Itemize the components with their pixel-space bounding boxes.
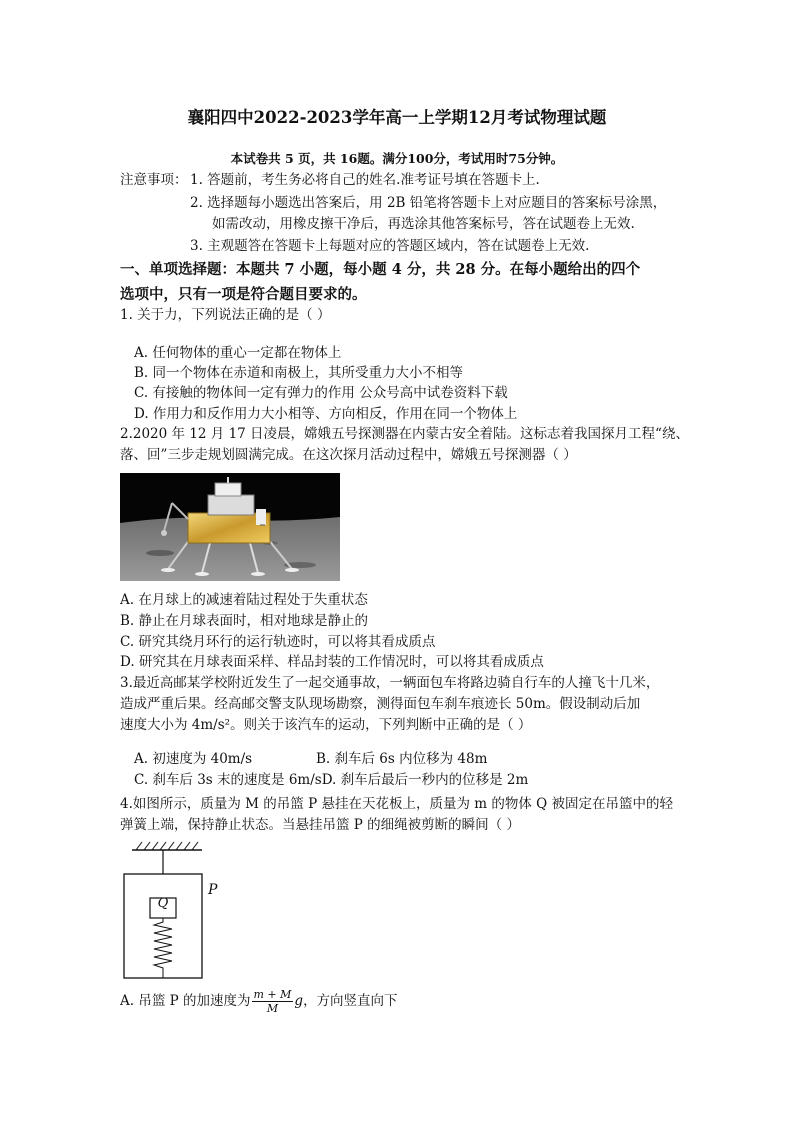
notice-item: 如需改动，用橡皮擦干净后，再选涂其他答案标号，答在试题卷上无效. [212, 216, 635, 232]
section-heading: 选项中，只有一项是符合题目要求的。 [120, 286, 367, 303]
q2-option-d: D. 研究其在月球表面采样、样品封装的工作情况时，可以将其看成质点 [120, 654, 544, 670]
question-2-stem: 2.2020 年 12 月 17 日凌晨，嫦娥五号探测器在内蒙古安全着陆。这标志着我国探月工程“绕、 [120, 426, 689, 442]
q4-option-a-text: A. 吊篮 P 的加速度为 [120, 993, 251, 1009]
question-3-stem: 造成严重后果。经高邮交警支队现场勘察，测得面包车刹车痕迹长 50m。假设制动后加 [120, 696, 641, 712]
q1-option-c: C. 有接触的物体间一定有弹力的作用 公众号高中试卷资料下载 [134, 385, 508, 401]
gravity-symbol: g [294, 993, 304, 1009]
exam-info: 本试卷共 5 页，共 16题。满分100分，考试用时75分钟。 [230, 151, 564, 166]
q3-option-b: B. 刹车后 6s 内位移为 48m [316, 751, 488, 767]
q2-option-a: A. 在月球上的减速着陆过程处于失重状态 [120, 592, 368, 608]
fraction-denominator: M [266, 1002, 279, 1015]
page-title: 襄阳四中2022-2023学年高一上学期12月考试物理试题 [187, 108, 607, 127]
q4-option-a [120, 983, 398, 1019]
change5-lander-photo [120, 473, 340, 581]
q1-option-d: D. 作用力和反作用力大小相等、方向相反，作用在同一个物体上 [134, 406, 518, 422]
label-p: P [208, 882, 218, 898]
q2-option-c: C. 研究其绕月环行的运行轨迹时，可以将其看成质点 [120, 634, 436, 650]
q3-option-cd: C. 刹车后 3s 末的速度是 6m/sD. 刹车后最后一秒内的位移是 2m [134, 772, 529, 788]
q3-option-a: A. 初速度为 40m/s [134, 751, 253, 767]
question-1-stem: 1. 关于力，下列说法正确的是（ ） [120, 307, 331, 323]
q4-option-a-direction: ，方向竖直向下 [303, 993, 398, 1009]
question-3-stem: 3.最近高邮某学校附近发生了一起交通事故，一辆面包车将路边骑自行车的人撞飞十几米， [120, 675, 660, 691]
section-heading: 一、单项选择题：本题共 7 小题，每小题 4 分，共 28 分。在每小题给出的四个 [120, 261, 641, 278]
notice-item: 3. 主观题答在答题卡上每题对应的答题区域内，答在试题卷上无效. [190, 238, 590, 254]
fraction-numerator: m + M [253, 988, 292, 1001]
label-q: Q [157, 896, 169, 911]
question-4-stem: 弹簧上端，保持静止状态。当悬挂吊篮 P 的细绳被剪断的瞬间（ ） [120, 817, 520, 833]
q1-option-a: A. 任何物体的重心一定都在物体上 [134, 345, 342, 361]
notice-item: 2. 选择题每小题选出答案后，用 2B 铅笔将答题卡上对应题目的答案标号涂黑， [190, 195, 667, 211]
question-4-stem: 4.如图所示，质量为 M 的吊篮 P 悬挂在天花板上，质量为 m 的物体 Q 被固定在吊篮中的轻 [120, 796, 673, 812]
acceleration-fraction [252, 988, 294, 1015]
question-2-stem: 落、回”三步走规划圆满完成。在这次探月活动过程中，嫦娥五号探测器（ ） [120, 447, 577, 463]
question-3-stem: 速度大小为 4m/s²。则关于该汽车的运动，下列判断中正确的是（ ） [120, 717, 532, 733]
q1-option-b: B. 同一个物体在赤道和南极上，其所受重力大小不相等 [134, 365, 464, 381]
notice-item: 1. 答题前，考生务必将自己的姓名.准考证号填在答题卡上. [190, 172, 540, 188]
basket-spring-diagram [118, 838, 228, 986]
notice-label: 注意事项： [120, 172, 188, 188]
q2-option-b: B. 静止在月球表面时，相对地球是静止的 [120, 613, 369, 629]
